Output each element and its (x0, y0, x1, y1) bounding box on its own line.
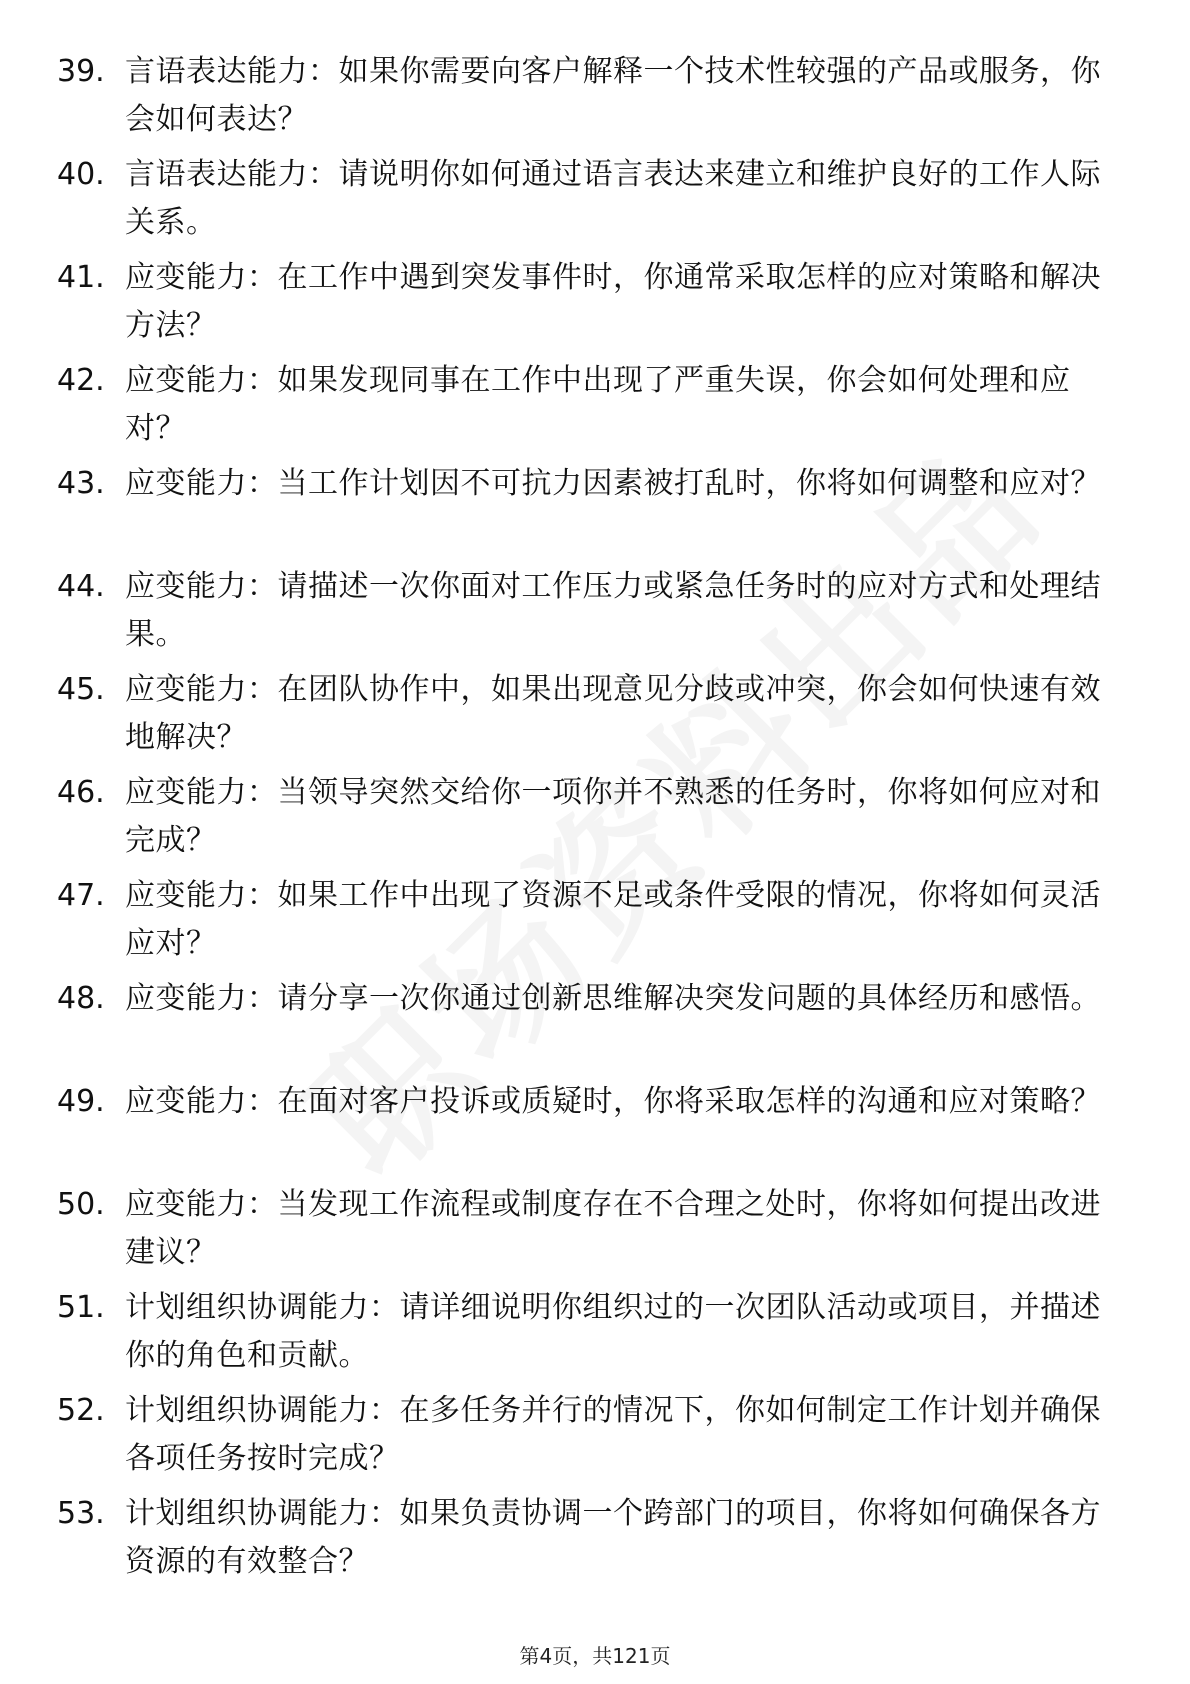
question-item (57, 563, 1107, 666)
question-number: 48. (57, 981, 105, 1016)
question-item (57, 254, 1107, 357)
question-number: 51. (57, 1290, 105, 1325)
question-item (57, 357, 1107, 460)
question-item (57, 48, 1107, 151)
question-text: 应变能力：请分享一次你通过创新思维解决突发问题的具体经历和感悟。 (125, 981, 1101, 1016)
question-item (57, 769, 1107, 872)
question-number: 49. (57, 1084, 105, 1119)
question-text: 应变能力：当领导突然交给你一项你并不熟悉的任务时，你将如何应对和完成？ (125, 775, 1101, 858)
question-text: 应变能力：在工作中遇到突发事件时，你通常采取怎样的应对策略和解决方法？ (125, 260, 1101, 343)
question-text: 计划组织协调能力：如果负责协调一个跨部门的项目，你将如何确保各方资源的有效整合？ (125, 1496, 1101, 1579)
question-item (57, 1387, 1107, 1490)
question-text: 计划组织协调能力：请详细说明你组织过的一次团队活动或项目，并描述你的角色和贡献。 (125, 1290, 1101, 1373)
question-text: 应变能力：在面对客户投诉或质疑时，你将采取怎样的沟通和应对策略？ (125, 1084, 1101, 1119)
question-number: 46. (57, 775, 105, 810)
question-item (57, 975, 1107, 1078)
question-item (57, 1284, 1107, 1387)
question-number: 42. (57, 363, 105, 398)
question-text: 应变能力：当工作计划因不可抗力因素被打乱时，你将如何调整和应对？ (125, 466, 1101, 501)
question-number: 53. (57, 1496, 105, 1531)
question-number: 39. (57, 54, 105, 89)
question-text: 应变能力：如果发现同事在工作中出现了严重失误，你会如何处理和应对？ (125, 363, 1071, 446)
question-number: 41. (57, 260, 105, 295)
question-number: 40. (57, 157, 105, 192)
question-text: 应变能力：请描述一次你面对工作压力或紧急任务时的应对方式和处理结果。 (125, 569, 1101, 652)
question-list (57, 48, 1107, 1593)
question-text: 计划组织协调能力：在多任务并行的情况下，你如何制定工作计划并确保各项任务按时完成？ (125, 1393, 1101, 1476)
question-number: 47. (57, 878, 105, 913)
question-item (57, 151, 1107, 254)
question-text: 言语表达能力：如果你需要向客户解释一个技术性较强的产品或服务，你会如何表达？ (125, 54, 1101, 137)
question-item (57, 1490, 1107, 1593)
question-number: 52. (57, 1393, 105, 1428)
question-item (57, 872, 1107, 975)
question-item (57, 666, 1107, 769)
question-text: 应变能力：在团队协作中，如果出现意见分歧或冲突，你会如何快速有效地解决？ (125, 672, 1101, 755)
question-number: 44. (57, 569, 105, 604)
question-item (57, 1078, 1107, 1181)
question-text: 应变能力：当发现工作流程或制度存在不合理之处时，你将如何提出改进建议？ (125, 1187, 1101, 1270)
question-number: 45. (57, 672, 105, 707)
question-item (57, 1181, 1107, 1284)
question-number: 43. (57, 466, 105, 501)
question-text: 应变能力：如果工作中出现了资源不足或条件受限的情况，你将如何灵活应对？ (125, 878, 1101, 961)
question-number: 50. (57, 1187, 105, 1222)
question-text: 言语表达能力：请说明你如何通过语言表达来建立和维护良好的工作人际关系。 (125, 157, 1101, 240)
page-number-footer: 第4页，共121页 (519, 1644, 671, 1668)
question-item (57, 460, 1107, 563)
